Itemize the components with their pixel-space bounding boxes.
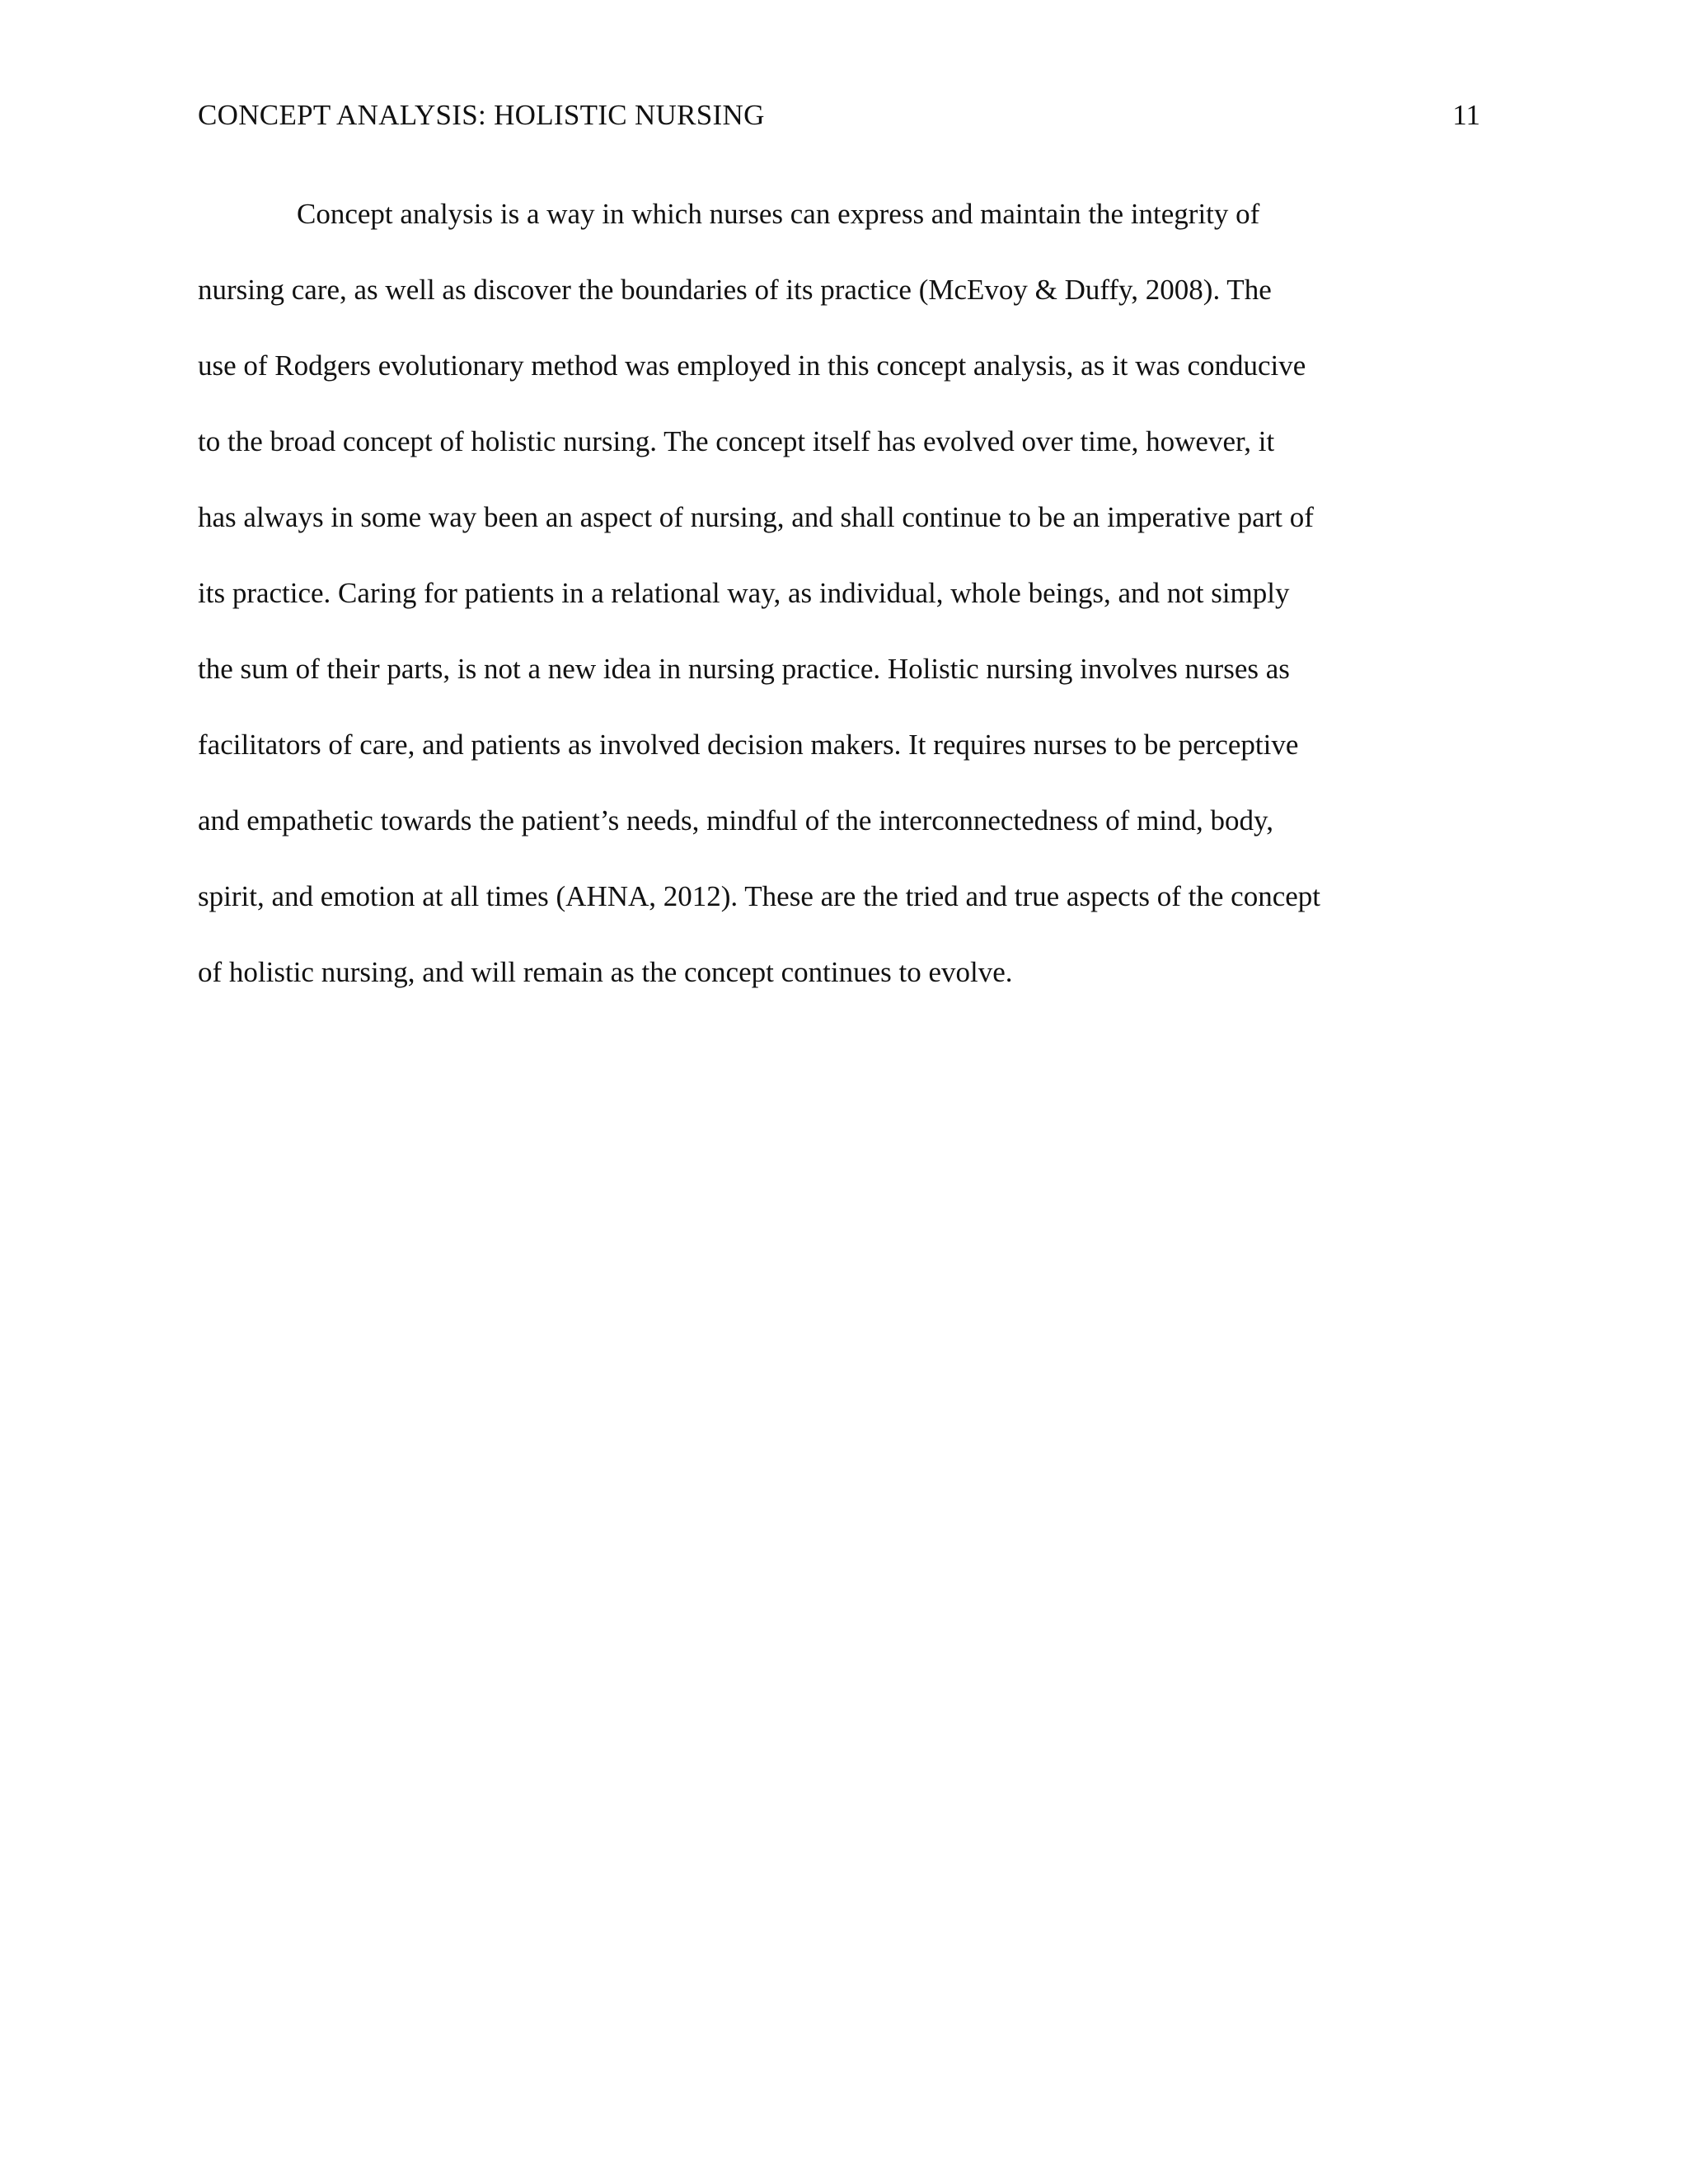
body-paragraph (198, 194, 1492, 1028)
paragraph-line: and empathetic towards the patient’s needs, mindful of the interconnectedness of mind, body, (198, 804, 1274, 837)
paragraph-line: use of Rodgers evolutionary method was employed in this concept analysis, as it was conducive (198, 349, 1306, 382)
paragraph-line: its practice. Caring for patients in a relational way, as individual, whole beings, and not simply (198, 577, 1290, 609)
paragraph-line: has always in some way been an aspect of nursing, and shall continue to be an imperative part of (198, 501, 1314, 533)
paragraph-line: to the broad concept of holistic nursing. The concept itself has evolved over time, however, it (198, 425, 1275, 457)
paragraph-line: nursing care, as well as discover the boundaries of its practice (McEvoy & Duffy, 2008). The (198, 274, 1272, 306)
running-head: CONCEPT ANALYSIS: HOLISTIC NURSING (198, 99, 765, 131)
paragraph-line: of holistic nursing, and will remain as the concept continues to evolve. (198, 956, 1013, 988)
paragraph-line: facilitators of care, and patients as involved decision makers. It requires nurses to be perceptive (198, 729, 1299, 761)
paragraph-line: Concept analysis is a way in which nurses can express and maintain the integrity of (297, 198, 1260, 230)
paragraph-line: the sum of their parts, is not a new idea in nursing practice. Holistic nursing involves nurses as (198, 653, 1290, 685)
page-number: 11 (1452, 99, 1480, 131)
paragraph-line: spirit, and emotion at all times (AHNA, 2012). These are the tried and true aspects of the concept (198, 880, 1320, 912)
